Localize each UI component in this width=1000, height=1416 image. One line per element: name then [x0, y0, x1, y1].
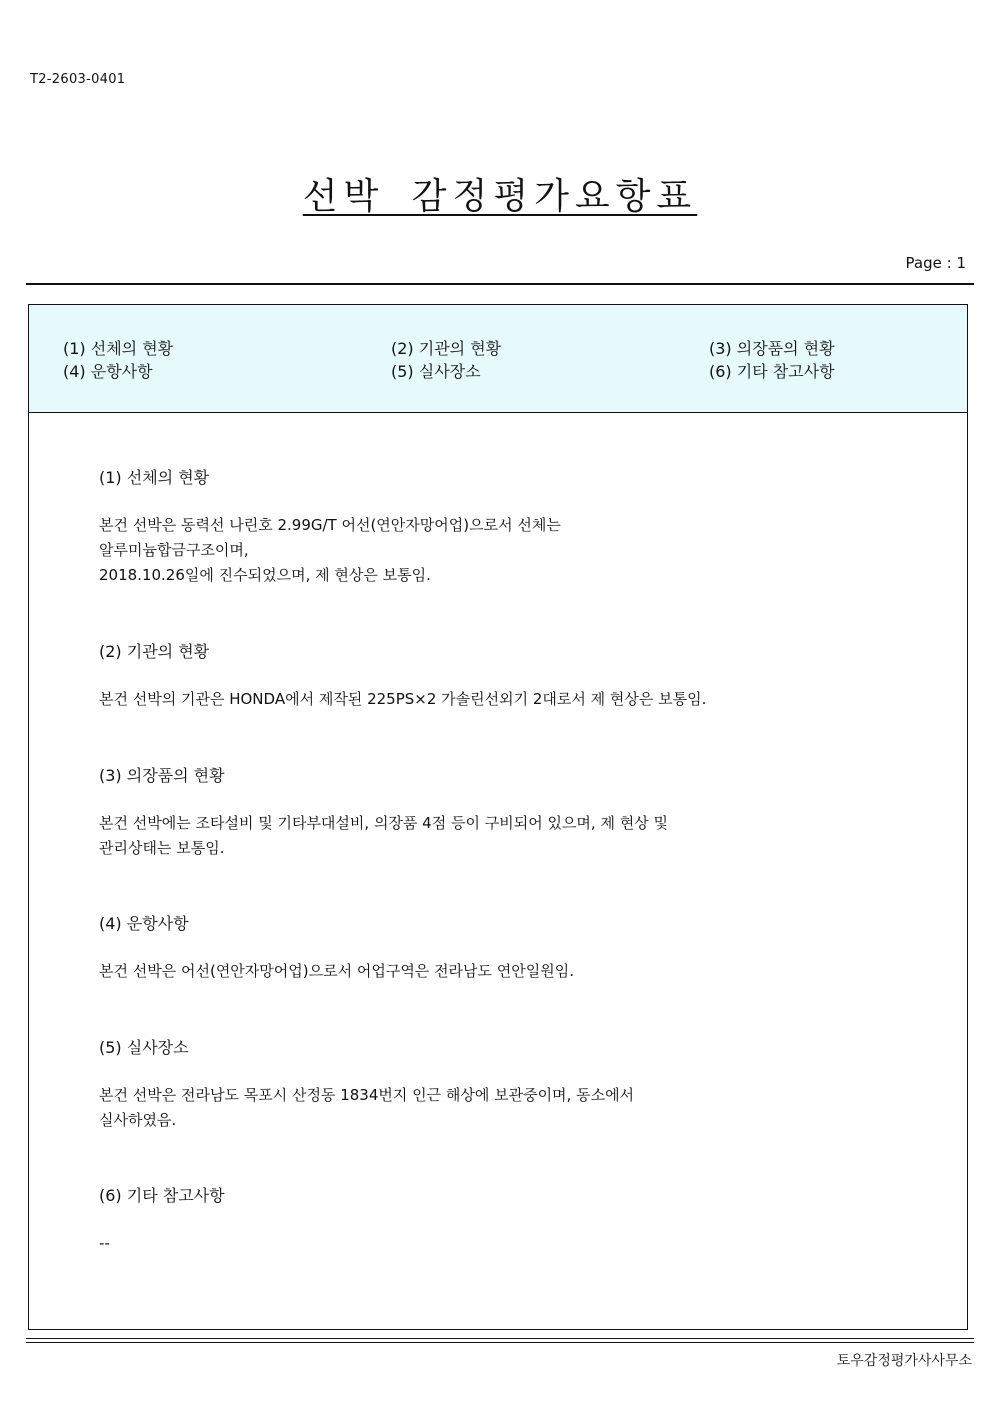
toc-item-inspection-site: (5) 실사장소: [391, 362, 481, 381]
section-heading-engine: (2) 기관의 현황: [99, 642, 210, 661]
header-divider: [26, 283, 974, 285]
toc-item-equipment: (3) 의장품의 현황: [709, 339, 835, 358]
section-heading-inspection-site: (5) 실사장소: [99, 1038, 189, 1057]
document-title: [0, 168, 1000, 219]
section-text-other: --: [99, 1234, 110, 1252]
section-heading-equipment: (3) 의장품의 현황: [99, 766, 225, 785]
section-text-operation: 본건 선박은 어선(연안자망어업)으로서 어업구역은 전라남도 연안일원임.: [99, 962, 575, 980]
section-heading-other: (6) 기타 참고사항: [99, 1186, 225, 1205]
page-number: Page : 1: [905, 254, 966, 272]
toc-item-other: (6) 기타 참고사항: [709, 362, 835, 381]
toc-row: [29, 336, 967, 359]
toc-item-engine: (2) 기관의 현황: [391, 339, 502, 358]
section-heading-hull: (1) 선체의 현황: [99, 468, 210, 487]
toc-row: [29, 359, 967, 382]
section-text-equipment: 본건 선박에는 조타설비 및 기타부대설비, 의장품 4점 등이 구비되어 있으며, 제 현상 및 관리상태는 보통임.: [99, 814, 668, 857]
office-name: 토우감정평가사사무소: [836, 1353, 972, 1369]
document-code: T2-2603-0401: [30, 72, 126, 87]
section-heading-operation: (4) 운항사항: [99, 914, 189, 933]
section-text-hull: 본건 선박은 동력선 나린호 2.99G/T 어선(연안자망어업)으로서 선체는 알루미늄합금구조이며, 2018.10.26일에 진수되었으며, 제 현상은 보통임.: [99, 516, 561, 584]
footer-divider-top: [26, 1338, 974, 1339]
document-title-text: 선박 감정평가요항표: [302, 176, 698, 217]
toc-item-operation: (4) 운항사항: [63, 362, 153, 381]
table-of-contents: [29, 305, 967, 413]
section-text-engine: 본건 선박의 기관은 HONDA에서 제작된 225PS×2 가솔린선외기 2대로서 제 현상은 보통임.: [99, 690, 707, 708]
toc-item-hull: (1) 선체의 현황: [63, 339, 174, 358]
content-frame: [28, 304, 968, 1330]
footer-divider-bottom: [26, 1342, 974, 1343]
section-text-inspection-site: 본건 선박은 전라남도 목포시 산정동 1834번지 인근 해상에 보관중이며, 동소에서 실사하였음.: [99, 1086, 635, 1129]
